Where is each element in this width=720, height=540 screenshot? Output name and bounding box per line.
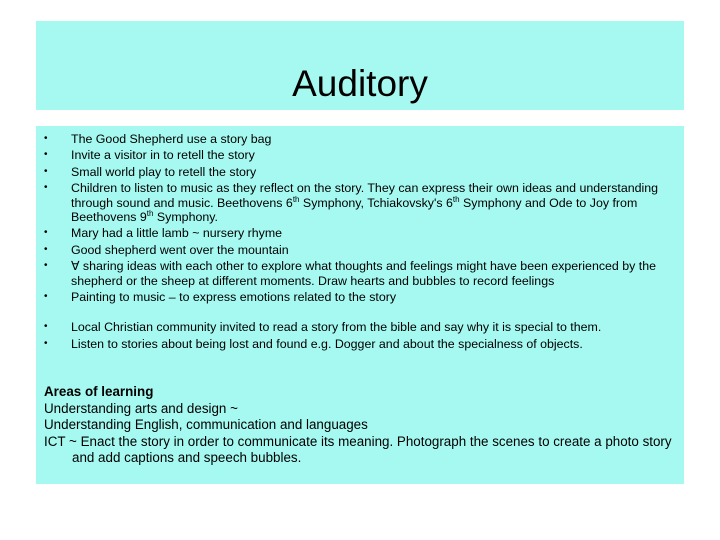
list-item-text: Symphony. bbox=[153, 210, 218, 225]
list-item: • Invite a visitor in to retell the story bbox=[36, 148, 684, 162]
list-item: • Ɐ sharing ideas with each other to explore what thoughts and feelings might have been experienced by the shepherd or the sheep at different moments. Draw hearts and bubbles to record feelings bbox=[36, 259, 684, 288]
list-item-text: Children to listen to music as they reflect on the story. They can express their own ideas and understanding through sound and music. Beethovens 6 bbox=[71, 181, 659, 210]
activity-list bbox=[36, 132, 684, 353]
list-item-text: Symphony and Ode to Joy from Beethovens 9 bbox=[71, 195, 638, 225]
ordinal-suffix: th bbox=[146, 208, 154, 218]
areas-of-learning bbox=[44, 384, 674, 467]
list-item: • Painting to music – to express emotions related to the story bbox=[36, 290, 684, 304]
ordinal-suffix: th bbox=[452, 194, 460, 204]
areas-line: Understanding English, communication and languages bbox=[44, 417, 368, 433]
slide-title: Auditory bbox=[292, 63, 428, 104]
list-item: • Good shepherd went over the mountain bbox=[36, 243, 684, 257]
list-item: • Local Christian community invited to read a story from the bible and say why it is special to them. bbox=[36, 320, 684, 334]
list-item: • The Good Shepherd use a story bag bbox=[36, 132, 684, 146]
content-panel bbox=[36, 126, 684, 484]
areas-line: ICT ~ Enact the story in order to communicate its meaning. Photograph the scenes to create a photo story and add captions and speech bubbles. bbox=[44, 433, 672, 466]
list-item: • Listen to stories about being lost and found e.g. Dogger and about the specialness of objects. bbox=[36, 337, 684, 351]
areas-heading: Areas of learning bbox=[44, 384, 154, 399]
title-panel bbox=[36, 21, 684, 110]
areas-line: Understanding arts and design ~ bbox=[44, 400, 238, 416]
ordinal-suffix: th bbox=[292, 194, 300, 204]
list-item: • Mary had a little lamb ~ nursery rhyme bbox=[36, 226, 684, 240]
list-item-text: Symphony, Tchiakovsky's 6 bbox=[299, 195, 453, 210]
list-item bbox=[36, 181, 684, 224]
list-item: • Small world play to retell the story bbox=[36, 165, 684, 179]
